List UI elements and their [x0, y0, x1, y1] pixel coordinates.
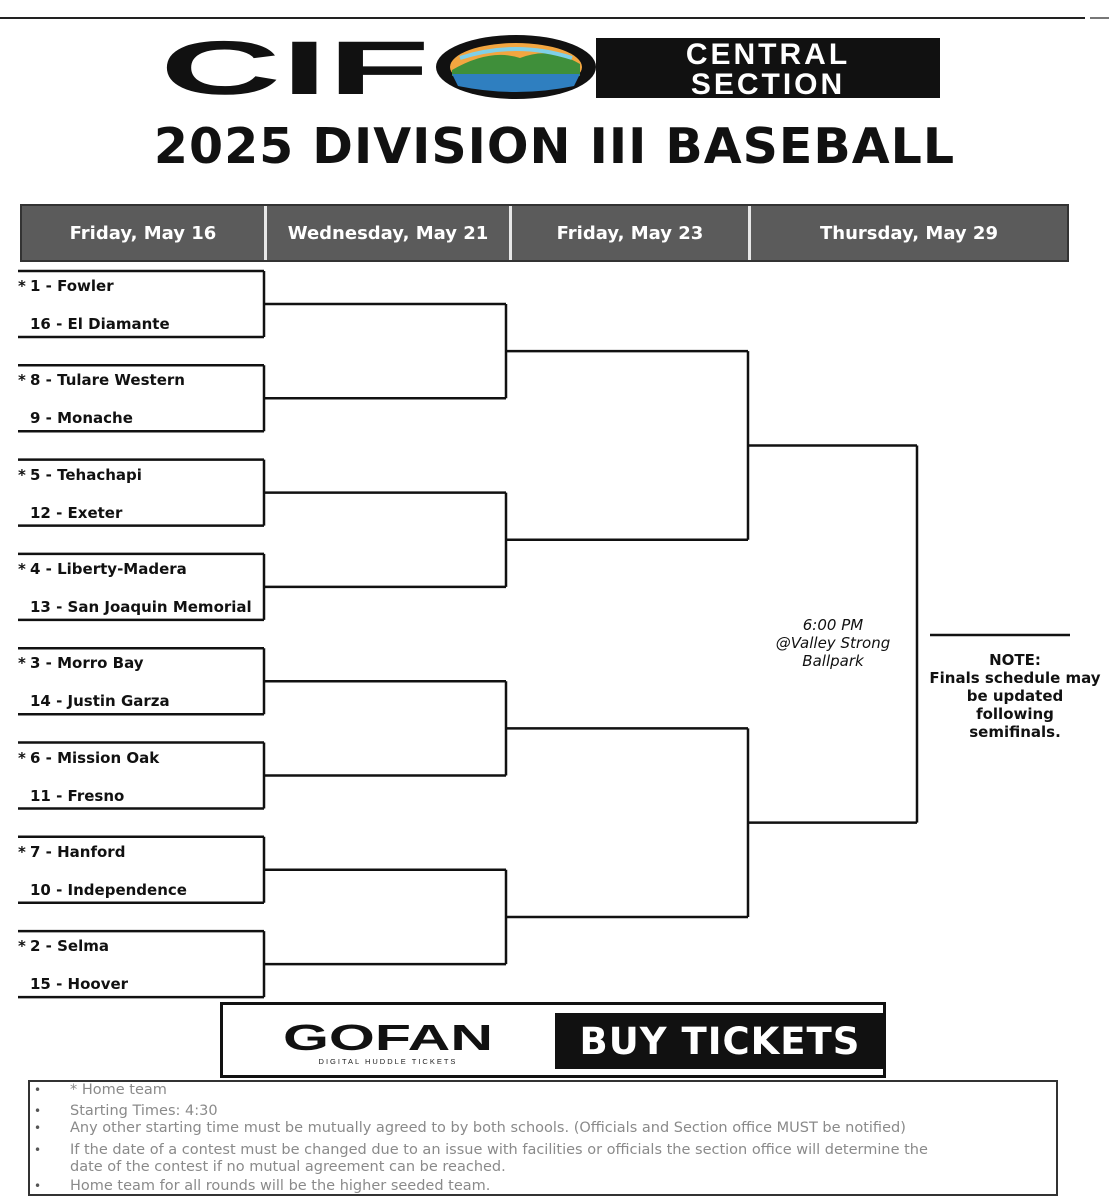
team-name: 7 - Hanford — [30, 842, 126, 861]
final-venue-line-2: Ballpark — [802, 652, 864, 670]
team-entry — [18, 937, 109, 955]
home-team-marker: * — [18, 371, 26, 390]
round-header-3: Friday, May 23 — [556, 222, 704, 244]
team-entry — [18, 975, 128, 993]
note-line-2: be updated — [966, 687, 1064, 705]
team-name: 4 - Liberty-Madera — [30, 559, 187, 578]
team-entry — [18, 654, 144, 672]
team-entry — [18, 409, 133, 427]
team-name: 3 - Morro Bay — [30, 654, 144, 673]
rule-bullet: • — [34, 1104, 42, 1118]
round-header-1: Friday, May 16 — [69, 222, 217, 244]
rule-bullet: • — [34, 1143, 42, 1157]
note-line-1: Finals schedule may — [929, 669, 1101, 687]
rule-higher-seed: Home team for all rounds will be the higher seeded team. — [70, 1178, 491, 1194]
ticket-banner[interactable] — [220, 1002, 886, 1078]
team-name: 16 - El Diamante — [30, 315, 170, 333]
team-name: 12 - Exeter — [30, 503, 123, 522]
team-entry — [18, 598, 252, 616]
team-name: 6 - Mission Oak — [30, 748, 160, 767]
team-name: 15 - Hoover — [30, 975, 129, 994]
team-name: 9 - Monache — [30, 409, 133, 428]
team-name: 13 - San Joaquin Memorial — [30, 597, 252, 616]
note-line-3: following — [976, 705, 1054, 723]
rule-home-team: * Home team — [70, 1082, 167, 1098]
logo-cif-text: CIF — [160, 34, 430, 100]
logo-central-text: CENTRAL — [685, 38, 851, 71]
team-name: 14 - Justin Garza — [30, 692, 170, 711]
note-line-4: semifinals. — [969, 723, 1061, 741]
team-name: 2 - Selma — [30, 937, 109, 956]
team-entry — [18, 749, 159, 767]
page-title: 2025 DIVISION III BASEBALL — [153, 118, 956, 175]
final-game-info — [750, 616, 916, 670]
rule-other-start-time: Any other starting time must be mutually agreed to by both schools. (Officials and Section office MUST be notified) — [70, 1120, 906, 1136]
team-name: 10 - Independence — [30, 880, 187, 899]
rule-date-change-continued: date of the contest if no mutual agreement can be reached. — [70, 1159, 506, 1175]
gofan-logo — [279, 1017, 497, 1067]
buy-tickets-button[interactable]: BUY TICKETS — [555, 1013, 885, 1069]
gofan-tagline: DIGITAL HUDDLE TICKETS — [318, 1057, 458, 1066]
final-venue-line-1: @Valley Strong — [775, 634, 891, 652]
team-entry — [18, 787, 124, 805]
home-team-marker: * — [18, 277, 26, 295]
team-name: 8 - Tulare Western — [30, 371, 185, 390]
rule-bullet: • — [34, 1083, 42, 1097]
home-team-marker: * — [18, 465, 26, 484]
team-name: 11 - Fresno — [30, 786, 125, 805]
team-entry — [18, 371, 185, 389]
home-team-marker: * — [18, 748, 26, 767]
team-entry — [18, 881, 187, 899]
finals-note — [922, 651, 1108, 741]
logo-section-text: SECTION — [690, 68, 846, 100]
home-team-marker: * — [18, 842, 26, 861]
round-header-4: Thursday, May 29 — [820, 222, 998, 244]
team-entry — [18, 504, 122, 522]
rule-date-change: If the date of a contest must be changed due to an issue with facilities or officials the section office will determine the — [70, 1142, 928, 1158]
team-name: 5 - Tehachapi — [30, 465, 142, 484]
note-heading: NOTE: — [989, 651, 1041, 669]
rules-box — [28, 1080, 1058, 1196]
team-entry — [18, 277, 114, 295]
team-entry — [18, 560, 187, 578]
team-entry — [18, 692, 170, 710]
home-team-marker: * — [18, 937, 26, 956]
rule-starting-times: Starting Times: 4:30 — [70, 1103, 218, 1119]
home-team-marker: * — [18, 654, 26, 673]
team-name: 1 - Fowler — [30, 277, 114, 295]
rule-bullet: • — [34, 1121, 42, 1135]
team-entry — [18, 315, 170, 333]
team-entry — [18, 843, 125, 861]
home-team-marker: * — [18, 559, 26, 578]
team-entry — [18, 466, 142, 484]
gofan-text: GOFAN — [283, 1017, 493, 1058]
final-time: 6:00 PM — [802, 616, 864, 634]
round-header-2: Wednesday, May 21 — [287, 222, 489, 244]
rule-bullet: • — [34, 1179, 42, 1193]
